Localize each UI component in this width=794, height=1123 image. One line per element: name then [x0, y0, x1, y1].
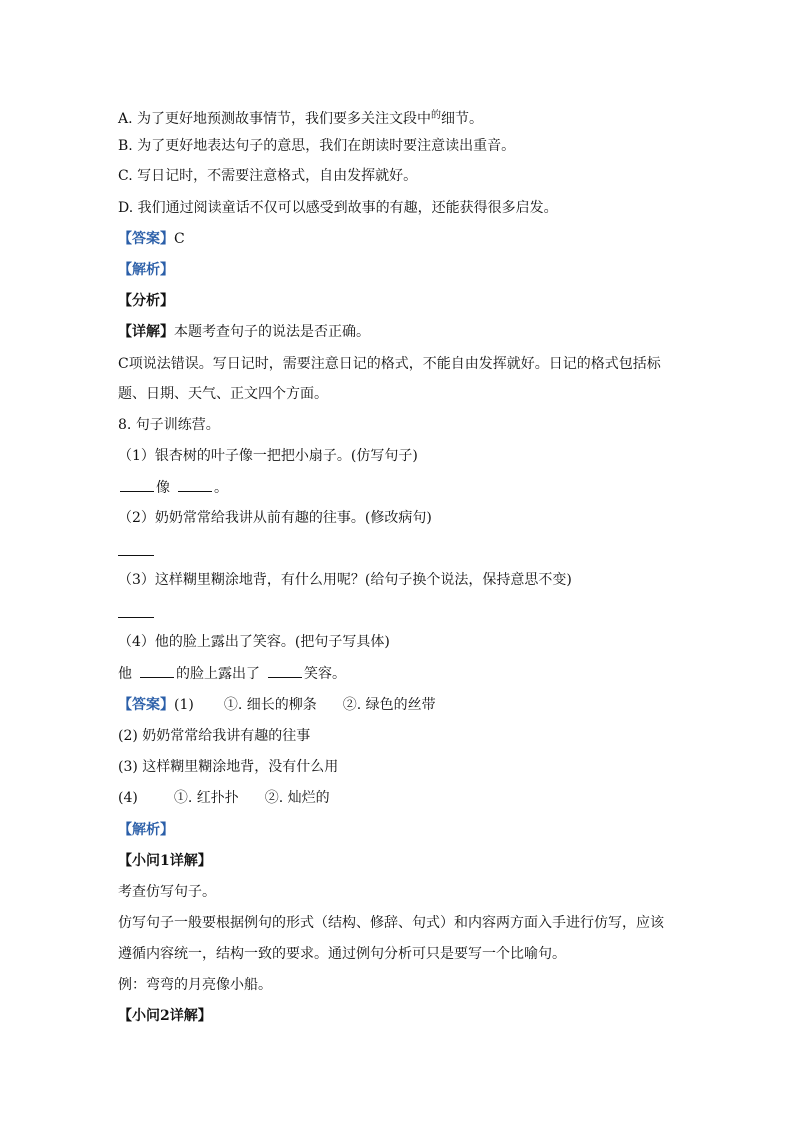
q8-answer-4: (4) ①. 红扑扑 ②. 灿烂的 — [118, 790, 330, 806]
q7-answer — [118, 229, 185, 249]
q8-answer-3: (3) 这样糊里糊涂地背，没有什么用 — [118, 759, 339, 775]
q8-xw1-line-3: 遵循内容统一，结构一致的要求。通过例句分析可只是要写一个比喻句。 — [118, 946, 566, 962]
answer-blank — [118, 617, 154, 618]
q8-jiexi-tag: 【解析】 — [118, 822, 174, 838]
q8-title: 8. 句子训练营。 — [118, 417, 220, 433]
answer-blank — [140, 663, 174, 678]
q8-sub1: （1）银杏树的叶子像一把把小扇子。(仿写句子) — [118, 448, 418, 464]
q8-xw2-tag: 【小问2详解】 — [118, 1008, 212, 1024]
q8-xw1-line-1: 考查仿写句子。 — [118, 884, 216, 900]
option-a-superscript: 的 — [431, 110, 442, 121]
answer-blank — [120, 477, 154, 492]
q8-sub2: （2）奶奶常常给我讲从前有趣的往事。(修改病句) — [118, 510, 432, 526]
answer-blank — [178, 477, 212, 492]
q7-fenxi-tag: 【分析】 — [118, 293, 174, 309]
q8-sub4-blanks: 他 的脸上露出了 笑容。 — [118, 663, 346, 684]
q7-detail: 【详解】本题考查句子的说法是否正确。 — [118, 324, 370, 340]
answer-tag: 【答案】 — [118, 697, 174, 713]
q8-xw1-tag: 【小问1详解】 — [118, 853, 212, 869]
option-b: B. 为了更好地表达句子的意思，我们在朗读时要注意读出重音。 — [118, 138, 516, 154]
q8-answer-2: (2) 奶奶常常给我讲有趣的往事 — [118, 728, 311, 744]
option-d: D. 我们通过阅读童话不仅可以感受到故事的有趣，还能获得很多启发。 — [118, 200, 558, 216]
option-c: C. 写日记时，不需要注意格式，自由发挥就好。 — [118, 168, 418, 184]
q8-sub3: （3）这样糊里糊涂地背，有什么用呢？(给句子换个说法，保持意思不变) — [118, 572, 572, 588]
q8-sub1-blanks: 像 。 — [118, 477, 228, 498]
answer-tag: 【答案】 — [118, 231, 174, 247]
q8-sub4: （4）他的脸上露出了笑容。(把句子写具体) — [118, 634, 390, 650]
q7-explain-line-2: 题、日期、天气、正文四个方面。 — [118, 386, 328, 402]
answer-blank — [118, 555, 154, 556]
answer-value: C — [174, 231, 185, 247]
option-a: A. 为了更好地预测故事情节，我们要多关注文段中$^的$细节。 — [118, 110, 484, 127]
q7-explain-line-1: C项说法错误。写日记时，需要注意日记的格式，不能自由发挥就好。日记的格式包括标 — [118, 356, 661, 372]
q8-xw1-line-4: 例：弯弯的月亮像小船。 — [118, 977, 272, 993]
q8-xw1-line-2: 仿写句子一般要根据例句的形式（结构、修辞、句式）和内容两方面入手进行仿写，应该 — [118, 915, 664, 931]
answer-blank — [268, 663, 302, 678]
q7-jiexi-tag: 【解析】 — [118, 262, 174, 278]
q8-answer-1: 【答案】(1) ①. 细长的柳条 ②. 绿色的丝带 — [118, 697, 436, 713]
